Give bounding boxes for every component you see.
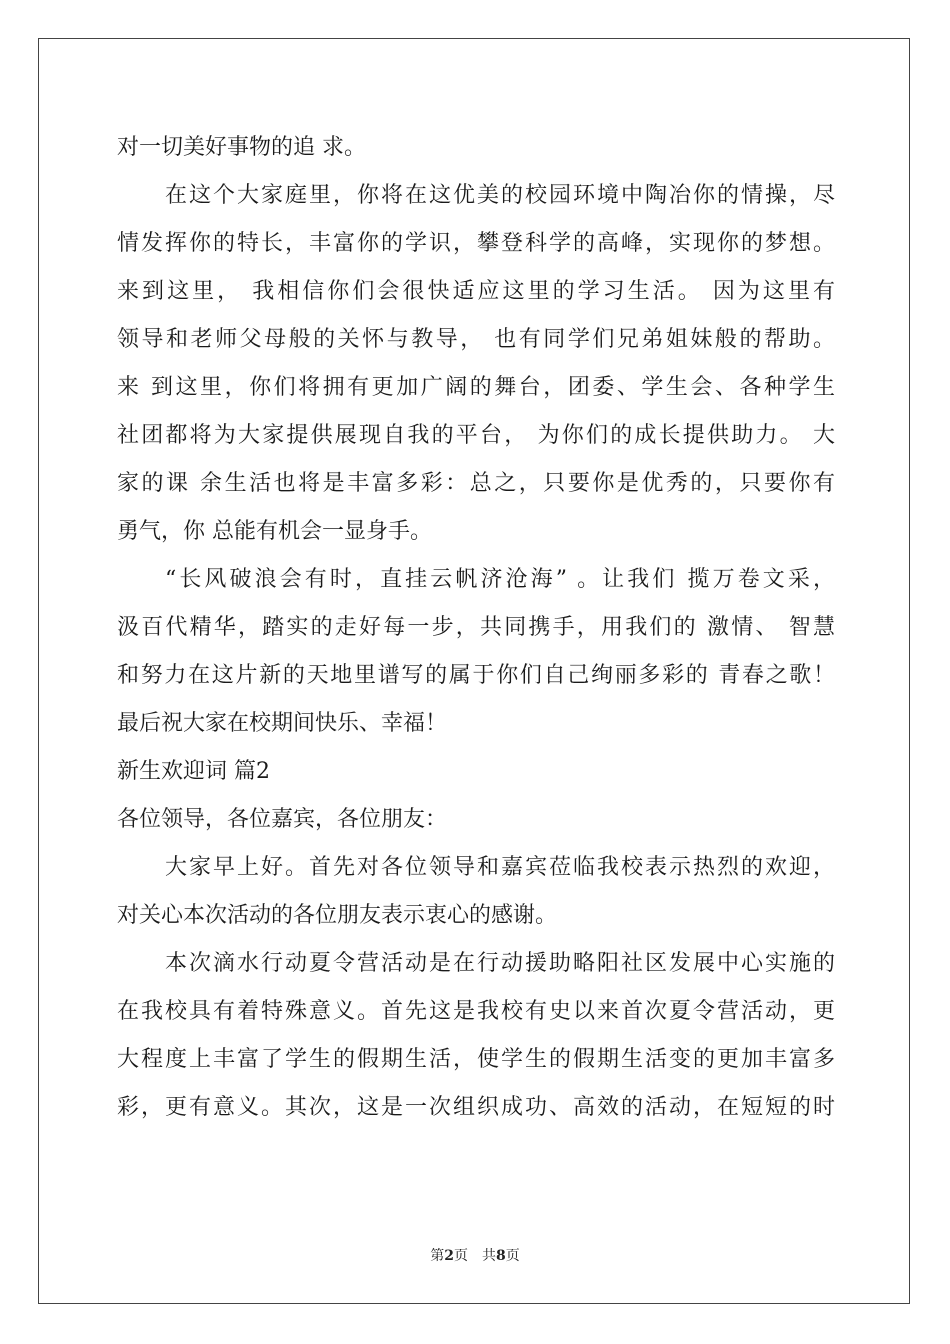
page-footer xyxy=(0,1246,950,1266)
text-line: 汲百代精华，踏实的走好每一步，共同携手，用我们的 激情、 智慧 xyxy=(117,615,835,640)
text-line: 在这个大家庭里，你将在这优美的校园环境中陶冶你的情操，尽 xyxy=(165,183,835,208)
text-line: 在我校具有着特殊意义。首先这是我校有史以来首次夏令营活动，更 xyxy=(117,999,835,1024)
text-line: 对关心本次活动的各位朋友表示衷心的感谢。 xyxy=(117,903,558,928)
text-line: 勇气，你 总能有机会一显身手。 xyxy=(117,519,432,544)
footer-total-suffix: 页 xyxy=(505,1248,520,1264)
text-line: 情发挥你的特长，丰富你的学识，攀登科学的高峰，实现你的梦想。 xyxy=(117,231,835,256)
footer-total-pages: 8 xyxy=(496,1248,506,1264)
text-line: 社团都将为大家提供展现自我的平台， 为你们的成长提供助力。 大 xyxy=(117,423,835,448)
text-line: 家的课 余生活也将是丰富多彩：总之，只要你是优秀的，只要你有 xyxy=(117,471,835,496)
text-line: 和努力在这片新的天地里谱写的属于你们自己绚丽多彩的 青春之歌！ xyxy=(117,663,835,688)
footer-total-prefix: 共 xyxy=(482,1248,496,1264)
text-line: 来 到这里，你们将拥有更加广阔的舞台，团委、学生会、各种学生 xyxy=(117,375,835,400)
text-line: 领导和老师父母般的关怀与教导， 也有同学们兄弟姐妹般的帮助。 xyxy=(117,327,835,352)
footer-page-prefix: 第 xyxy=(430,1248,445,1264)
footer-page-suffix: 页 xyxy=(454,1248,468,1264)
text-line: 新生欢迎词 篇2 xyxy=(117,759,270,784)
text-line: 对一切美好事物的追 求。 xyxy=(117,135,366,160)
text-line: 最后祝大家在校期间快乐、幸福！ xyxy=(117,711,448,736)
text-line: “长风破浪会有时，直挂云帆济沧海” 。让我们 揽万卷文采， xyxy=(165,567,835,592)
document-body xyxy=(117,124,835,1132)
text-line: 彩，更有意义。其次，这是一次组织成功、高效的活动，在短短的时 xyxy=(117,1095,835,1120)
text-line: 大家早上好。首先对各位领导和嘉宾莅临我校表示热烈的欢迎， xyxy=(165,855,835,880)
text-line: 大程度上丰富了学生的假期生活，使学生的假期生活变的更加丰富多 xyxy=(117,1047,835,1072)
text-line: 本次滴水行动夏令营活动是在行动援助略阳社区发展中心实施的 xyxy=(165,951,835,976)
text-line: 来到这里， 我相信你们会很快适应这里的学习生活。 因为这里有 xyxy=(117,279,835,304)
footer-page-number: 2 xyxy=(444,1248,454,1264)
text-line: 各位领导，各位嘉宾，各位朋友： xyxy=(117,807,448,832)
